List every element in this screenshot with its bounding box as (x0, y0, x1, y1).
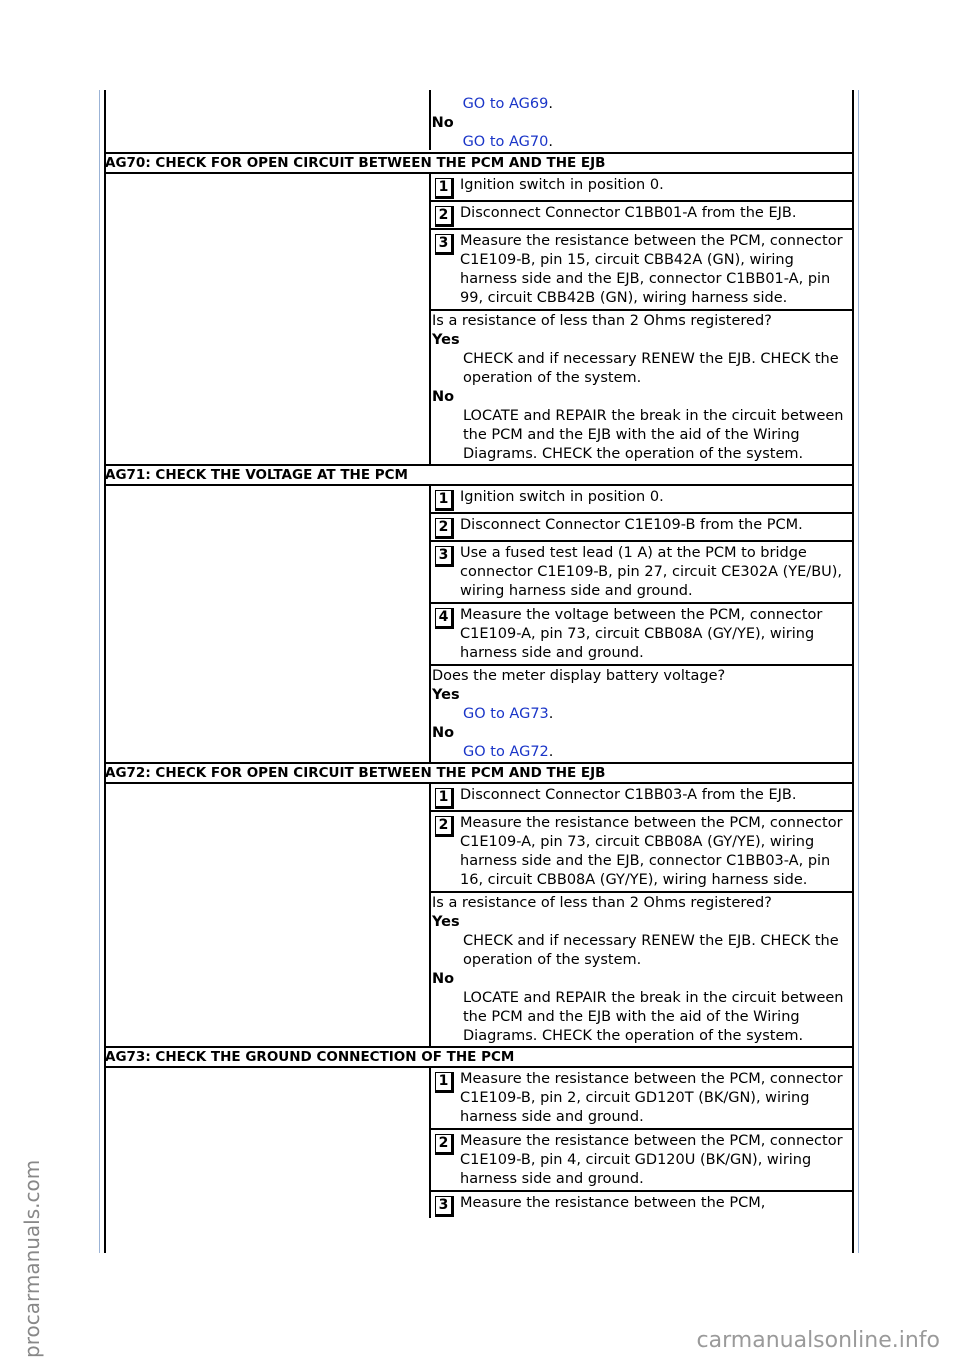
footer-watermark: carmanualsonline.info (696, 1328, 940, 1353)
question-block (431, 311, 853, 464)
step-text: Measure the resistance between the PCM, connector C1E109-B, pin 15, circuit CBB42A (GN), wiring harness side and the EJB, connector C1BB01-A, pin 99, circuit CBB42B (GN), wiring harness side. (460, 233, 843, 306)
step-text: Ignition switch in position 0. (460, 177, 664, 193)
yes-action: CHECK and if necessary RENEW the EJB. CHECK the operation of the system. (463, 933, 839, 968)
no-label: No (431, 115, 454, 131)
step-number: 2 (435, 518, 454, 539)
no-label: No (432, 971, 455, 987)
section-ag70 (104, 174, 853, 464)
steps-column (431, 174, 853, 464)
step-row (431, 486, 853, 514)
step-row (431, 812, 853, 893)
step-row (431, 784, 853, 812)
step-text: Measure the resistance between the PCM, (460, 1195, 766, 1211)
steps-column (431, 486, 853, 762)
left-column (104, 90, 431, 150)
section-title-ag72: AG72: CHECK FOR OPEN CIRCUIT BETWEEN THE PCM AND THE EJB (104, 762, 853, 784)
yes-action: CHECK and if necessary RENEW the EJB. CHECK the operation of the system. (463, 351, 839, 386)
step-row (431, 514, 853, 542)
step-number: 2 (435, 816, 454, 837)
step-text: Disconnect Connector C1BB03-A from the EJB. (460, 787, 797, 803)
no-label: No (432, 725, 455, 741)
step-row (431, 1068, 853, 1130)
step-number: 2 (435, 1134, 454, 1155)
left-column (104, 1068, 431, 1218)
section-ag72 (104, 784, 853, 1046)
step-number: 3 (435, 546, 454, 567)
steps-column (431, 1068, 853, 1218)
no-label: No (432, 389, 455, 405)
yes-label: Yes (432, 687, 460, 703)
yes-label: Yes (432, 332, 460, 348)
no-action: LOCATE and REPAIR the break in the circuit between the PCM and the EJB with the aid of the Wiring Diagrams. CHECK the operation of the system. (463, 990, 844, 1044)
continuation-block (104, 90, 853, 152)
step-text: Use a fused test lead (1 A) at the PCM to bridge connector C1E109-B, pin 27, circuit CE302A (YE/BU), wiring harness side and ground. (460, 545, 843, 599)
question-text: Does the meter display battery voltage? (432, 668, 726, 684)
step-number: 1 (435, 178, 454, 199)
step-number: 2 (435, 206, 454, 227)
step-number: 3 (435, 1196, 454, 1217)
section-title-ag73: AG73: CHECK THE GROUND CONNECTION OF THE PCM (104, 1046, 853, 1068)
left-column (104, 784, 431, 1046)
step-number: 1 (435, 1072, 454, 1093)
question-text: Is a resistance of less than 2 Ohms registered? (432, 895, 772, 911)
step-number: 1 (435, 788, 454, 809)
section-title-ag71: AG71: CHECK THE VOLTAGE AT THE PCM (104, 464, 853, 486)
left-column (104, 486, 431, 762)
side-watermark: procarmanuals.com (20, 1159, 44, 1358)
page-rule-right-outer (858, 90, 859, 1253)
step-row (431, 174, 853, 202)
go-ag69-link[interactable]: GO to AG69 (462, 96, 549, 112)
step-text: Measure the voltage between the PCM, connector C1E109-A, pin 73, circuit CBB08A (GY/YE), wiring harness side and ground. (460, 607, 823, 661)
question-text: Is a resistance of less than 2 Ohms registered? (432, 313, 772, 329)
step-number: 4 (435, 608, 454, 629)
go-ag73-link[interactable]: GO to AG73 (463, 706, 549, 722)
steps-column (431, 784, 853, 1046)
step-text: Ignition switch in position 0. (460, 489, 664, 505)
page-rule-left-outer (99, 90, 100, 1253)
left-column (104, 174, 431, 464)
no-action: LOCATE and REPAIR the break in the circuit between the PCM and the EJB with the aid of the Wiring Diagrams. CHECK the operation of the system. (463, 408, 844, 462)
section-ag73 (104, 1068, 853, 1218)
step-text: Measure the resistance between the PCM, connector C1E109-B, pin 4, circuit GD120U (BK/GN), wiring harness side and ground. (460, 1133, 843, 1187)
yes-label: Yes (432, 914, 460, 930)
step-row (431, 542, 853, 604)
step-row (431, 1130, 853, 1192)
go-ag70-link[interactable]: GO to AG70 (462, 134, 549, 150)
step-number: 3 (435, 234, 454, 255)
step-text: Measure the resistance between the PCM, connector C1E109-B, pin 2, circuit GD120T (BK/GN), wiring harness side and ground. (460, 1071, 843, 1125)
continuation-answers: GO to AG69. No GO to AG70. (431, 90, 853, 152)
step-row (431, 604, 853, 666)
step-text: Disconnect Connector C1E109-B from the PCM. (460, 517, 803, 533)
step-row (431, 230, 853, 311)
question-block: Does the meter display battery voltage? Yes GO to AG73. No GO to AG72. (431, 666, 853, 762)
go-ag72-link[interactable]: GO to AG72 (463, 744, 549, 760)
step-number: 1 (435, 490, 454, 511)
section-ag71 (104, 486, 853, 762)
step-text: Measure the resistance between the PCM, connector C1E109-A, pin 73, circuit CBB08A (GY/YE), wiring harness side and the EJB, connector C1BB03-A, pin 16, circuit CBB08A (GY/YE), wiring harness side. (460, 815, 843, 888)
step-row (431, 202, 853, 230)
document-body (104, 90, 853, 1218)
step-row (431, 1192, 853, 1218)
section-title-ag70: AG70: CHECK FOR OPEN CIRCUIT BETWEEN THE PCM AND THE EJB (104, 152, 853, 174)
step-text: Disconnect Connector C1BB01-A from the EJB. (460, 205, 797, 221)
question-block (431, 893, 853, 1046)
